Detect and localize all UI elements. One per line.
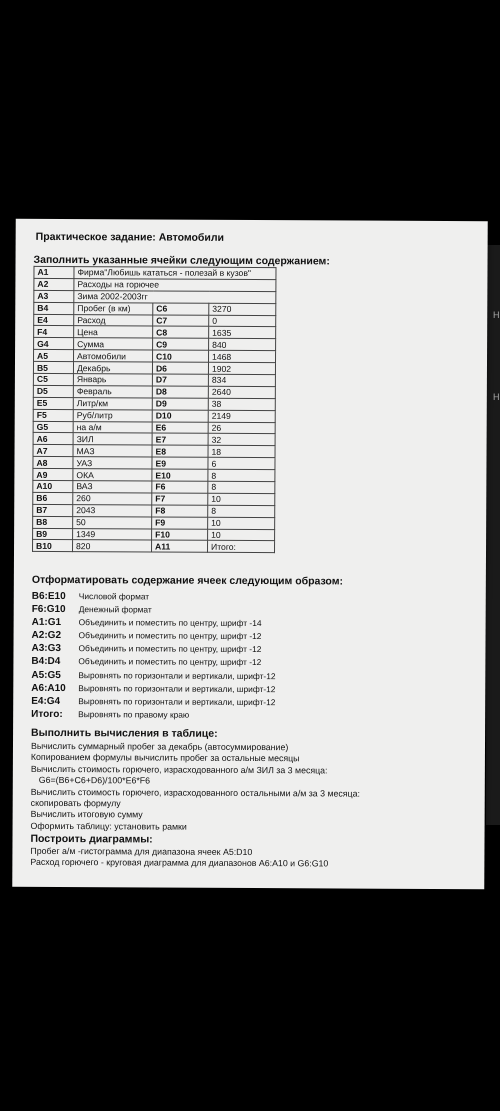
cell-value: 10: [208, 517, 275, 529]
cell-value: 8: [208, 469, 275, 481]
calc-line: Копированием формулы вычислить пробег за остальные месяцы: [30, 752, 300, 764]
format-description: Числовой формат: [78, 591, 150, 602]
format-rule: [32, 617, 276, 631]
format-rule: [31, 656, 275, 670]
cell-value: 32: [208, 434, 275, 446]
cell-ref: F7: [152, 493, 208, 505]
format-rule: [32, 630, 276, 644]
cell-ref: E10: [152, 469, 208, 481]
calc-line: скопировать формулу: [30, 797, 121, 809]
cell-ref: D5: [33, 385, 73, 397]
cell-content: 2043: [73, 504, 152, 516]
format-range: B6:E10: [31, 590, 66, 603]
cell-content: Руб/литр: [73, 409, 152, 421]
calc-line: G6=(B6+C6+D6)/100*E6*F6: [38, 775, 151, 786]
format-description: Объединить и поместить по центру, шрифт -12: [78, 630, 262, 642]
format-rule: [31, 709, 275, 723]
cell-ref: B6: [33, 492, 73, 504]
format-rules-list: [31, 591, 276, 723]
cell-value: 0: [209, 315, 276, 327]
cell-content: Сумма: [74, 338, 153, 350]
cell-value: 18: [208, 446, 275, 458]
cell-ref: E9: [152, 457, 208, 469]
paper-sheet: [12, 219, 487, 889]
format-range: A6:A10: [31, 682, 66, 694]
cell-ref: A6: [33, 433, 73, 445]
cell-value: Итого:: [208, 541, 275, 553]
format-range: F6:G10: [31, 603, 66, 616]
cell-content: 50: [73, 516, 152, 528]
cell-value: 8: [208, 505, 275, 517]
page-title: Практическое задание: Автомобили: [35, 230, 225, 244]
cell-content: УАЗ: [73, 457, 152, 469]
cell-ref: A3: [34, 290, 74, 302]
calc-line: Вычислить стоимость горючего, израсходованного остальными а/м за 3 месяца:: [30, 786, 360, 799]
cell-ref: F10: [152, 529, 208, 541]
format-range: Итого:: [31, 708, 63, 720]
cell-ref: F4: [34, 326, 74, 338]
edge-letter: Н: [493, 392, 500, 402]
format-description: Выровнять по горизонтали и вертикали, шрифт-12: [78, 682, 276, 694]
cell-ref: G5: [33, 421, 73, 433]
format-description: Объединить и поместить по центру, шрифт -12: [78, 643, 262, 655]
cell-content: Цена: [74, 326, 153, 338]
cell-ref: B5: [33, 361, 73, 373]
cell-content: Зима 2002-2003гг: [74, 290, 276, 303]
cell-content: Фирма"Любишь кататься - полезай в кузов": [74, 267, 276, 280]
cell-content: МАЗ: [73, 445, 152, 457]
calc-line: Вычислить итоговую сумму: [30, 809, 143, 820]
cell-ref: E4: [34, 314, 74, 326]
cell-content: Расходы на горючее: [74, 278, 276, 291]
format-range: B4:D4: [31, 656, 61, 668]
calc-line: Вычислить стоимость горючего, израсходованного а/м ЗИЛ за 3 месяца:: [30, 763, 328, 776]
cell-ref: F5: [33, 409, 73, 421]
cell-content: 1349: [73, 528, 152, 540]
format-description: Объединить и поместить по центру, шрифт -12: [78, 656, 262, 668]
cell-ref: B9: [33, 528, 73, 540]
cell-value: 10: [208, 493, 275, 505]
calc-instructions: [31, 741, 361, 834]
cell-content: 260: [73, 492, 152, 504]
format-description: Выровнять по горизонтали и вертикали, шрифт-12: [78, 669, 276, 681]
calc-line: Оформить таблицу: установить рамки: [30, 820, 187, 832]
cell-content: Расход: [74, 314, 153, 326]
calc-line: Вычислить суммарный пробег за декабрь (автосуммирование): [30, 740, 289, 753]
cell-content: ОКА: [73, 469, 152, 481]
format-description: Выровнять по горизонтали и вертикали, шрифт-12: [78, 695, 276, 707]
cell-ref: C5: [33, 373, 73, 385]
cell-ref: E7: [152, 433, 208, 445]
cell-ref: B7: [33, 504, 73, 516]
cell-ref: D10: [152, 410, 208, 422]
calc-heading: Выполнить вычисления в таблице:: [31, 726, 218, 740]
cell-ref: D8: [152, 386, 208, 398]
format-range: E4:G4: [31, 695, 61, 707]
cell-ref: A5: [34, 350, 74, 362]
cell-value: 8: [208, 481, 275, 493]
chart-line: Пробег а/м -гистограмма для диапазона ячеек A5:D10: [30, 845, 253, 858]
cell-value: 2149: [208, 410, 275, 422]
cell-ref: E5: [33, 397, 73, 409]
format-range: A5:G5: [31, 669, 61, 681]
chart-line: Расход горючего - круговая диаграмма для диапазонов A6:A10 и G6:G10: [30, 857, 329, 869]
cell-value: 6: [208, 458, 275, 470]
cell-value: 2640: [208, 386, 275, 398]
background-edge: [486, 245, 500, 825]
cell-ref: A11: [152, 540, 208, 552]
format-description: Выровнять по правому краю: [78, 708, 190, 720]
cell-content: ВАЗ: [73, 481, 152, 493]
cell-content: ЗИЛ: [73, 433, 152, 445]
cell-ref: B10: [33, 540, 73, 552]
charts-heading: Построить диаграммы:: [30, 832, 153, 846]
cell-ref: C8: [153, 326, 209, 338]
cell-ref: F9: [152, 517, 208, 529]
cell-content-table: [32, 266, 276, 554]
format-rule: [31, 696, 275, 710]
cell-ref: F8: [152, 505, 208, 517]
cell-content: на а/м: [73, 421, 152, 433]
cell-value: 3270: [209, 303, 276, 315]
cell-content: 820: [73, 540, 152, 552]
cell-value: 10: [208, 529, 275, 541]
cell-ref: C10: [153, 350, 209, 362]
format-heading: Отформатировать содержание ячеек следующим образом:: [31, 573, 344, 588]
cell-ref: A9: [33, 469, 73, 481]
format-rule: [31, 643, 275, 657]
cell-value: 1635: [209, 327, 276, 339]
table-row: [33, 540, 275, 553]
format-range: A3:G3: [31, 643, 61, 655]
cell-ref: A7: [33, 445, 73, 457]
cell-value: 26: [208, 422, 275, 434]
cell-value: 1902: [208, 362, 275, 374]
cell-ref: E6: [152, 422, 208, 434]
format-rule: [31, 683, 275, 697]
cell-ref: D6: [152, 362, 208, 374]
fill-heading: Заполнить указанные ячейки следующим содержанием:: [33, 253, 330, 268]
cell-ref: D7: [152, 374, 208, 386]
format-rule: [32, 591, 276, 605]
cell-ref: A1: [34, 266, 74, 278]
cell-content: Пробег (в км): [74, 302, 153, 314]
cell-content: Декабрь: [73, 362, 152, 374]
cell-value: 840: [209, 339, 276, 351]
cell-ref: C6: [153, 303, 209, 315]
chart-instructions: [30, 846, 328, 870]
format-description: Объединить и поместить по центру, шрифт -14: [78, 617, 262, 629]
cell-ref: C7: [153, 315, 209, 327]
cell-content-table-body: [33, 266, 276, 553]
format-range: A1:G1: [31, 617, 62, 629]
cell-ref: D9: [152, 398, 208, 410]
cell-ref: B8: [33, 516, 73, 528]
cell-ref: A2: [34, 278, 74, 290]
edge-letter: Н: [493, 310, 500, 320]
format-description: Денежный формат: [78, 604, 152, 615]
format-rule: [31, 669, 275, 683]
cell-ref: C9: [153, 338, 209, 350]
cell-ref: A10: [33, 480, 73, 492]
cell-value: 1468: [209, 351, 276, 363]
cell-content: Автомобили: [74, 350, 153, 362]
cell-ref: B4: [34, 302, 74, 314]
cell-ref: A8: [33, 457, 73, 469]
cell-ref: F6: [152, 481, 208, 493]
cell-ref: G4: [34, 338, 74, 350]
format-range: A2:G2: [31, 630, 62, 642]
cell-content: Февраль: [73, 385, 152, 397]
cell-content: Литр/км: [73, 397, 152, 409]
cell-ref: E8: [152, 445, 208, 457]
cell-content: Январь: [73, 374, 152, 386]
format-rule: [32, 604, 276, 618]
cell-value: 834: [208, 374, 275, 386]
cell-value: 38: [208, 398, 275, 410]
